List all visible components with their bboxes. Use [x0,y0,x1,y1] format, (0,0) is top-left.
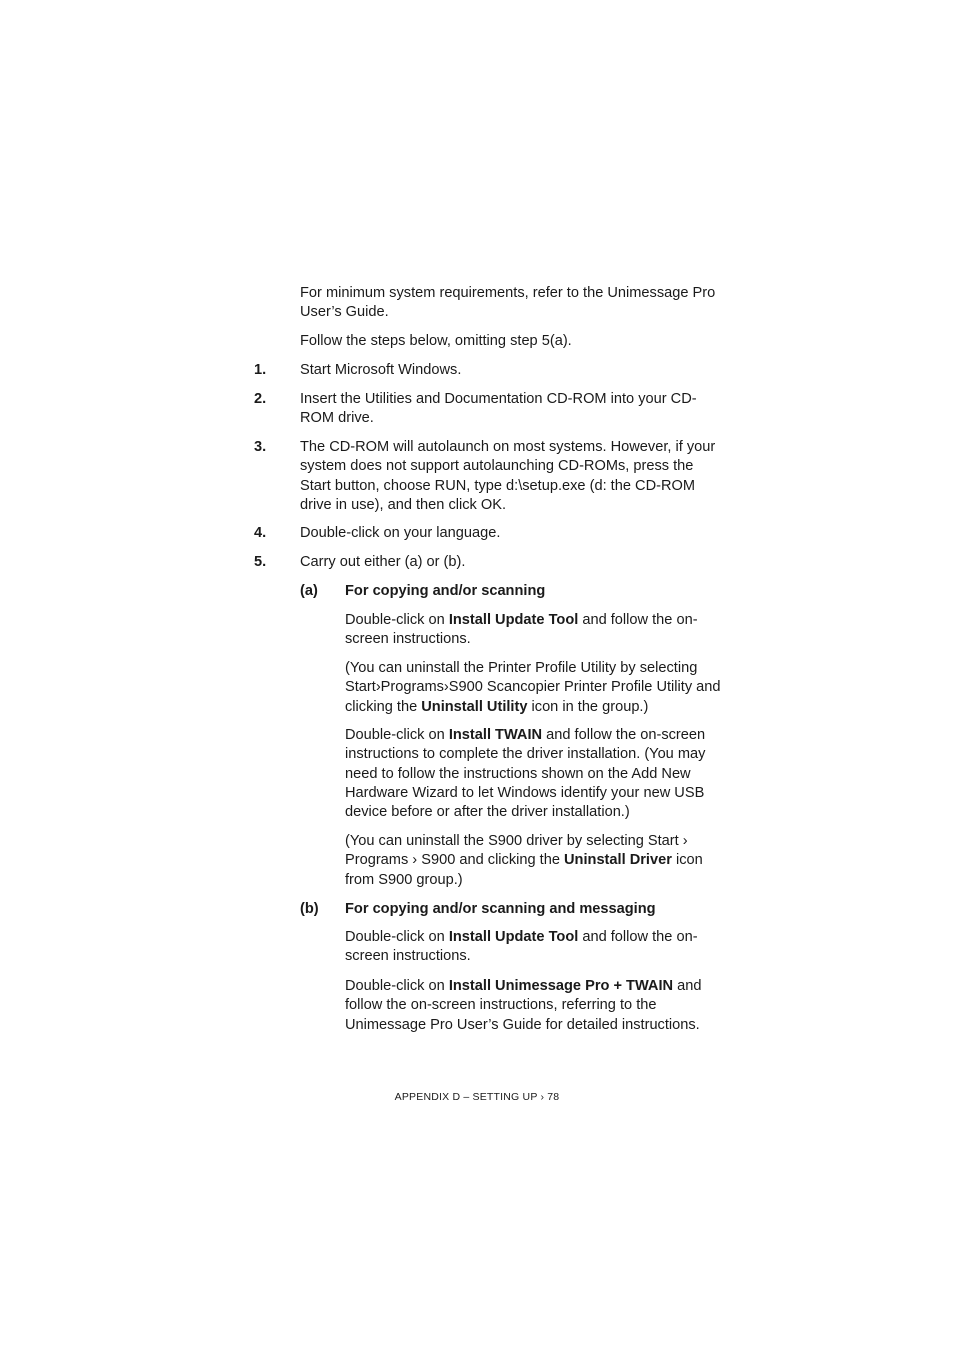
page-footer: APPENDIX D – SETTING UP › 78 [394,1091,560,1103]
step-text: The CD-ROM will autolaunch on most systems. However, if your system does not support autolaunching CD-ROMs, press the Start button, choose RUN, type d:\setup.exe (d: the CD-ROM drive in use), and then click OK. [300,439,716,513]
install-update-tool-label: Install Update Tool [448,929,579,945]
step-number: 4. [254,525,267,541]
step-text: Start Microsoft Windows. [300,362,462,378]
uninstall-driver-label: Uninstall Driver [564,852,672,869]
intro-instruction: Follow the steps below, omitting step 5(a). [300,333,572,349]
uninstall-utility-label: Uninstall Utility [421,698,528,715]
install-twain-label: Install TWAIN [448,727,543,743]
step-number: 1. [254,362,267,378]
section-b-paragraph-1: Double-click on Install Update Tool and follow the on-screen instructions. [345,929,698,965]
section-b-letter: (b) [300,901,319,917]
step-text: Insert the Utilities and Documentation CD-ROM into your CD-ROM drive. [300,391,697,427]
install-unimessage-pro-twain-label: Install Unimessage Pro + TWAIN [448,978,674,994]
section-b-heading: For copying and/or scanning and messaging [345,901,656,917]
section-a-paragraph-2: (You can uninstall the Printer Profile Utility by selecting Start›Programs›S900 Scancopier Printer Profile Utility and clicking the Uninstall Utility icon in the group.) [345,660,721,715]
section-a-letter: (a) [300,583,318,599]
step-number: 2. [254,391,267,407]
section-a-heading: For copying and/or scanning [345,583,546,599]
step-text: Double-click on your language. [300,525,501,541]
section-b-paragraph-2: Double-click on Install Unimessage Pro + TWAIN and follow the on-screen instructions, referring to the Unimessage Pro User’s Guide for detailed instructions. [345,978,702,1033]
section-a-paragraph-4: (You can uninstall the S900 driver by selecting Start › Programs › S900 and clicking the Uninstall Driver icon from S900 group.) [345,833,703,888]
step-number: 3. [254,439,267,455]
section-a-paragraph-3: Double-click on Install TWAIN and follow the on-screen instructions to complete the driver installation. (You may need to follow the instructions shown on the Add New Hardware Wizard to let Windows identify your new USB device before or after the driver installation.) [345,727,706,821]
step-text: Carry out either (a) or (b). [300,554,466,570]
step-number: 5. [254,554,267,570]
section-a-paragraph-1: Double-click on Install Update Tool and follow the on-screen instructions. [345,612,698,648]
intro-paragraph: For minimum system requirements, refer to the Unimessage Pro User’s Guide. [300,285,716,321]
install-update-tool-label: Install Update Tool [448,612,579,628]
